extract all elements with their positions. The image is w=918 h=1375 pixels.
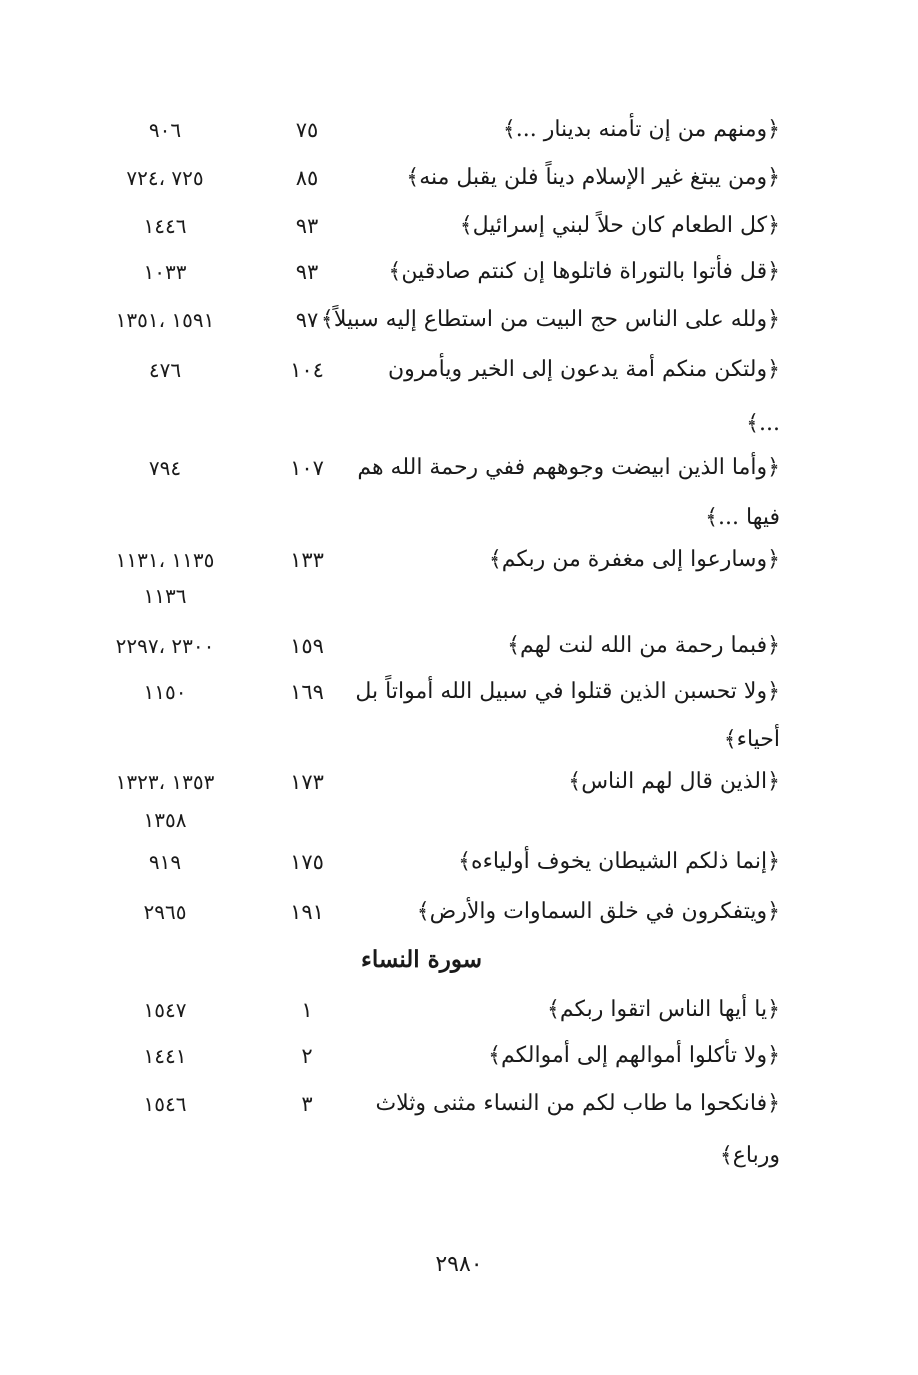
page-references: ١١٥٠ <box>143 680 187 704</box>
aya-number: ٩٣ <box>295 260 319 284</box>
table-row <box>0 250 918 294</box>
aya-number: ٣ <box>301 1092 313 1116</box>
verse-text: ﴿كل الطعام كان حلاً لبني إسرائيل﴾ <box>459 213 780 238</box>
verse-text: ﴿قل فأتوا بالتوراة فاتلوها إن كنتم صادقين﴾ <box>388 259 780 284</box>
verse-text: ﴿ومنهم من إن تأمنه بدينار ...﴾ <box>502 117 780 142</box>
verse-text: ﴿ويتفكرون في خلق السماوات والأرض﴾ <box>416 899 780 924</box>
page-references: ١١٣٥ ،١١٣١ <box>115 548 215 572</box>
verse-text: ﴿يا أيها الناس اتقوا ربكم﴾ <box>546 997 780 1022</box>
verse-text: ﴿إنما ذلكم الشيطان يخوف أولياءه﴾ <box>458 849 780 874</box>
verse-text: ﴿وأما الذين ابيضت وجوههم ففي رحمة الله هم <box>357 455 780 480</box>
table-row <box>0 840 918 884</box>
table-row <box>0 798 918 842</box>
page-references: ٤٧٦ <box>148 358 182 382</box>
verse-text: ﴿ولتكن منكم أمة يدعون إلى الخير ويأمرون <box>387 357 780 382</box>
table-row <box>0 624 918 668</box>
verse-text: ﴿ومن يبتغ غير الإسلام ديناً فلن يقبل منه﴾ <box>406 165 780 190</box>
aya-number: ٩٣ <box>295 214 319 238</box>
aya-number: ١٠٧ <box>290 456 324 480</box>
page-references: ٧٩٤ <box>148 456 182 480</box>
page-references: ٩٠٦ <box>148 118 182 142</box>
surah-heading: سورة النساء <box>361 946 482 973</box>
table-row <box>0 496 918 540</box>
aya-number: ٨٥ <box>295 166 319 190</box>
page-references: ٩١٩ <box>148 850 182 874</box>
table-row <box>0 298 918 342</box>
table-row <box>0 1082 918 1126</box>
table-row <box>0 988 918 1032</box>
page-references: ٢٣٠٠ ،٢٢٩٧ <box>115 634 215 658</box>
aya-number: ١٣٣ <box>290 548 324 572</box>
verse-text: ﴿ولا تأكلوا أموالهم إلى أموالكم﴾ <box>488 1043 780 1068</box>
page-references: ٢٩٦٥ <box>143 900 187 924</box>
table-row <box>0 574 918 618</box>
aya-number: ١٦٩ <box>290 680 324 704</box>
table-row <box>0 402 918 446</box>
table-row <box>0 446 918 490</box>
aya-number: ٢ <box>301 1044 313 1068</box>
aya-number: ١ <box>301 998 313 1022</box>
aya-number: ١٠٤ <box>290 358 324 382</box>
verse-text: ﴿فبما رحمة من الله لنت لهم﴾ <box>507 633 780 658</box>
table-row <box>0 204 918 248</box>
verse-text: ...﴾ <box>746 411 780 436</box>
page-number: ٢٩٨٠ <box>435 1252 483 1277</box>
table-row <box>0 156 918 200</box>
table-row <box>0 1134 918 1178</box>
verse-text: أحياء﴾ <box>723 727 780 752</box>
page-references: ١٠٣٣ <box>143 260 187 284</box>
page-references: ٧٢٥ ،٧٢٤ <box>126 166 204 190</box>
table-row <box>0 108 918 152</box>
aya-number: ١٧٥ <box>290 850 324 874</box>
page-references: ١٥٩١ ،١٣٥١ <box>115 308 215 332</box>
aya-number: ٧٥ <box>295 118 319 142</box>
page-references: ١٣٥٣ ،١٣٢٣ <box>115 770 215 794</box>
page-references: ١١٣٦ <box>143 584 187 608</box>
verse-text: ﴿ولله على الناس حج البيت من استطاع إليه سبيلاً﴾ <box>320 307 780 332</box>
table-row <box>0 718 918 762</box>
aya-number: ١٩١ <box>290 900 324 924</box>
aya-number: ١٧٣ <box>290 770 324 794</box>
page-references: ١٥٤٦ <box>143 1092 187 1116</box>
page-references: ١٤٤٦ <box>143 214 187 238</box>
table-row <box>0 890 918 934</box>
verse-text: ﴿ولا تحسبن الذين قتلوا في سبيل الله أمواتاً بل <box>355 679 780 704</box>
verse-text: ﴿الذين قال لهم الناس﴾ <box>568 769 780 794</box>
verse-text: فيها ...﴾ <box>705 505 780 530</box>
aya-number: ٩٧ <box>295 308 319 332</box>
verse-text: ورباع﴾ <box>719 1143 780 1168</box>
verse-text: ﴿فانكحوا ما طاب لكم من النساء مثنى وثلاث <box>375 1091 780 1116</box>
verse-text: ﴿وسارعوا إلى مغفرة من ربكم﴾ <box>488 547 780 572</box>
table-row <box>0 348 918 392</box>
page-references: ١٤٤١ <box>143 1044 187 1068</box>
page-references: ١٥٤٧ <box>143 998 187 1022</box>
aya-number: ١٥٩ <box>290 634 324 658</box>
page-references: ١٣٥٨ <box>143 808 187 832</box>
table-row <box>0 670 918 714</box>
table-row <box>0 1034 918 1078</box>
